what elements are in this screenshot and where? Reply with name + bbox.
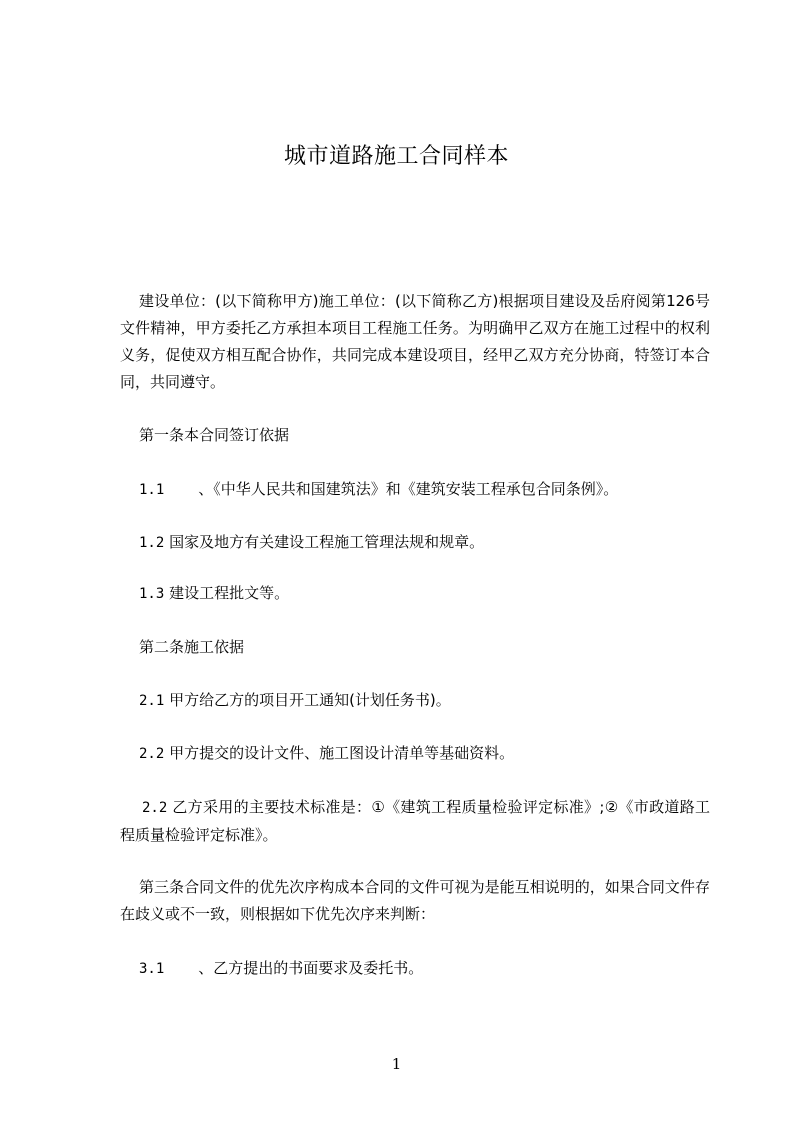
clause-text: 国家及地方有关建设工程施工管理法规和规章。 [169, 533, 485, 551]
clause-number: 3.1 [139, 961, 165, 977]
article-1-heading: 第一条本合同签订依据 [139, 426, 290, 444]
clause-3-1 [120, 955, 710, 983]
clause-number: 2.1 [139, 693, 165, 709]
clause-1-2 [120, 529, 710, 557]
clause-number: 1.2 [139, 535, 165, 551]
article-2-heading: 第二条施工依据 [139, 638, 245, 656]
clause-number: 2.2 [142, 800, 168, 816]
clause-2-2 [120, 740, 710, 768]
document-title: 城市道路施工合同样本 [283, 144, 509, 169]
clause-text: 甲方给乙方的项目开工通知(计划任务书)。 [169, 691, 451, 709]
article-3-heading: 第三条合同文件的优先次序构成本合同的文件可视为是能互相说明的，如果合同文件存在歧义或不一致，则根据如下优先次序来判断： [120, 878, 710, 923]
clause-number: 1.1 [139, 482, 165, 498]
clause-text: 、乙方提出的书面要求及委托书。 [198, 959, 424, 977]
clause-text: 建设工程批文等。 [169, 584, 290, 602]
clause-text: 甲方提交的设计文件、施工图设计清单等基础资料。 [169, 744, 515, 762]
clause-1-1 [120, 476, 710, 504]
clause-number: 1.3 [139, 586, 165, 602]
page-number: 1 [391, 1055, 402, 1073]
clause-number: 2.2 [139, 746, 165, 762]
intro-paragraph: 建设单位：(以下简称甲方)施工单位：(以下简称乙方)根据项目建设及岳府阅第126号文件精神，甲方委托乙方承担本项目工程施工任务。为明确甲乙双方在施工过程中的权利义务，促使双方相互配合协作，共同完成本建设项目，经甲乙双方充分协商，特签订本合同，共同遵守。 [120, 292, 710, 391]
clause-2-1 [120, 687, 710, 715]
clause-2-2-standards [120, 794, 710, 849]
clause-text: 、《中华人民共和国建筑法》和《建筑安装工程承包合同条例》。 [198, 480, 619, 498]
clause-1-3 [120, 580, 710, 608]
clause-text: 乙方采用的主要技术标准是：①《建筑工程质量检验评定标准》;②《市政道路工程质量检验评定标准》。 [120, 798, 710, 844]
